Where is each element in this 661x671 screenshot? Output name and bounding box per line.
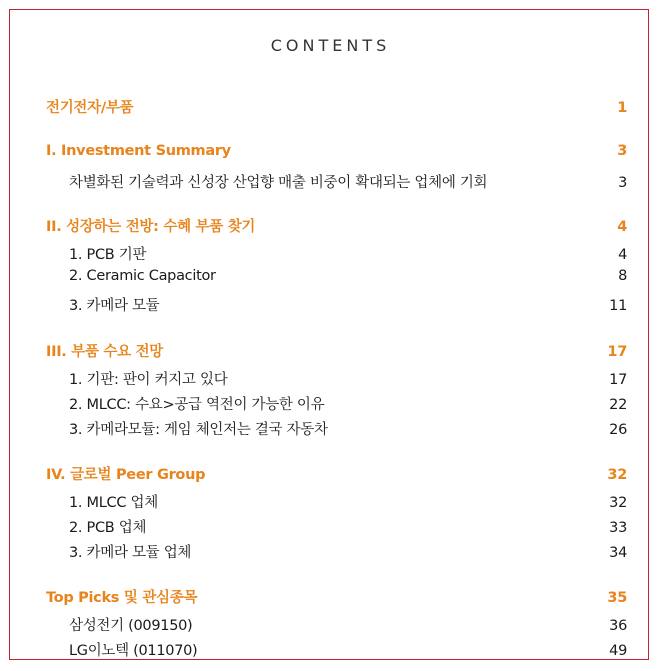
toc-section-label: Top Picks 및 관심종목 xyxy=(46,590,198,606)
toc-item[interactable] xyxy=(46,171,627,192)
toc-section-label: III. 부품 수요 전망 xyxy=(46,344,163,360)
toc-section-page: 1 xyxy=(617,100,627,116)
toc-item[interactable] xyxy=(46,294,627,315)
toc-item[interactable] xyxy=(46,268,627,284)
toc-section[interactable] xyxy=(46,586,627,607)
toc-section-page: 35 xyxy=(607,590,627,606)
toc-item-label: 1. PCB 기판 xyxy=(69,247,147,263)
toc-item-page: 33 xyxy=(609,520,627,536)
toc-item-page: 22 xyxy=(609,397,627,413)
toc-section-page: 17 xyxy=(607,344,627,360)
toc-item-page: 3 xyxy=(618,175,627,191)
toc-item-label: 3. 카메라 모듈 xyxy=(69,298,160,314)
toc-item[interactable] xyxy=(46,393,627,414)
toc-item-label: 삼성전기 (009150) xyxy=(69,618,193,634)
toc-section-page: 4 xyxy=(617,219,627,235)
toc-item-page: 17 xyxy=(609,372,627,388)
toc-section[interactable] xyxy=(46,340,627,361)
toc-section[interactable] xyxy=(46,463,627,484)
toc-item[interactable] xyxy=(46,639,627,660)
toc-item[interactable] xyxy=(46,418,627,439)
toc-section-page: 32 xyxy=(607,467,627,483)
toc-item[interactable] xyxy=(46,243,627,264)
toc-item[interactable] xyxy=(46,541,627,562)
toc-section[interactable] xyxy=(46,143,627,159)
toc-section[interactable] xyxy=(46,215,627,236)
toc-section-label: IV. 글로벌 Peer Group xyxy=(46,467,206,483)
contents-title: CONTENTS xyxy=(270,36,391,55)
toc-item-label: 2. Ceramic Capacitor xyxy=(69,268,216,284)
toc-section[interactable] xyxy=(46,96,627,117)
toc-item[interactable] xyxy=(46,491,627,512)
toc-item-page: 32 xyxy=(609,495,627,511)
toc-item[interactable] xyxy=(46,516,627,537)
toc-section-label: II. 성장하는 전방: 수혜 부품 찾기 xyxy=(46,219,256,235)
toc-item-label: 3. 카메라모듈: 게임 체인저는 결국 자동차 xyxy=(69,422,328,438)
toc-item-label: 1. MLCC 업체 xyxy=(69,495,158,511)
toc-section-page: 3 xyxy=(617,143,627,159)
toc-item-label: 3. 카메라 모듈 업체 xyxy=(69,545,192,561)
toc-item-page: 8 xyxy=(618,268,627,284)
toc-item[interactable] xyxy=(46,614,627,635)
toc-item-page: 4 xyxy=(618,247,627,263)
toc-item-page: 26 xyxy=(609,422,627,438)
toc-item-label: LG이노텍 (011070) xyxy=(69,643,198,659)
toc-section-label: I. Investment Summary xyxy=(46,143,231,159)
toc-item-label: 2. MLCC: 수요>공급 역전이 가능한 이유 xyxy=(69,397,325,413)
toc-item-label: 2. PCB 업체 xyxy=(69,520,147,536)
toc-item[interactable] xyxy=(46,368,627,389)
toc-section-label: 전기전자/부품 xyxy=(46,100,134,116)
toc-item-page: 36 xyxy=(609,618,627,634)
toc-item-page: 11 xyxy=(609,298,627,314)
toc-item-label: 차별화된 기술력과 신성장 산업향 매출 비중이 확대되는 업체에 기회 xyxy=(69,175,488,191)
toc-item-label: 1. 기판: 판이 커지고 있다 xyxy=(69,372,228,388)
toc-item-page: 34 xyxy=(609,545,627,561)
toc-item-page: 49 xyxy=(609,643,627,659)
